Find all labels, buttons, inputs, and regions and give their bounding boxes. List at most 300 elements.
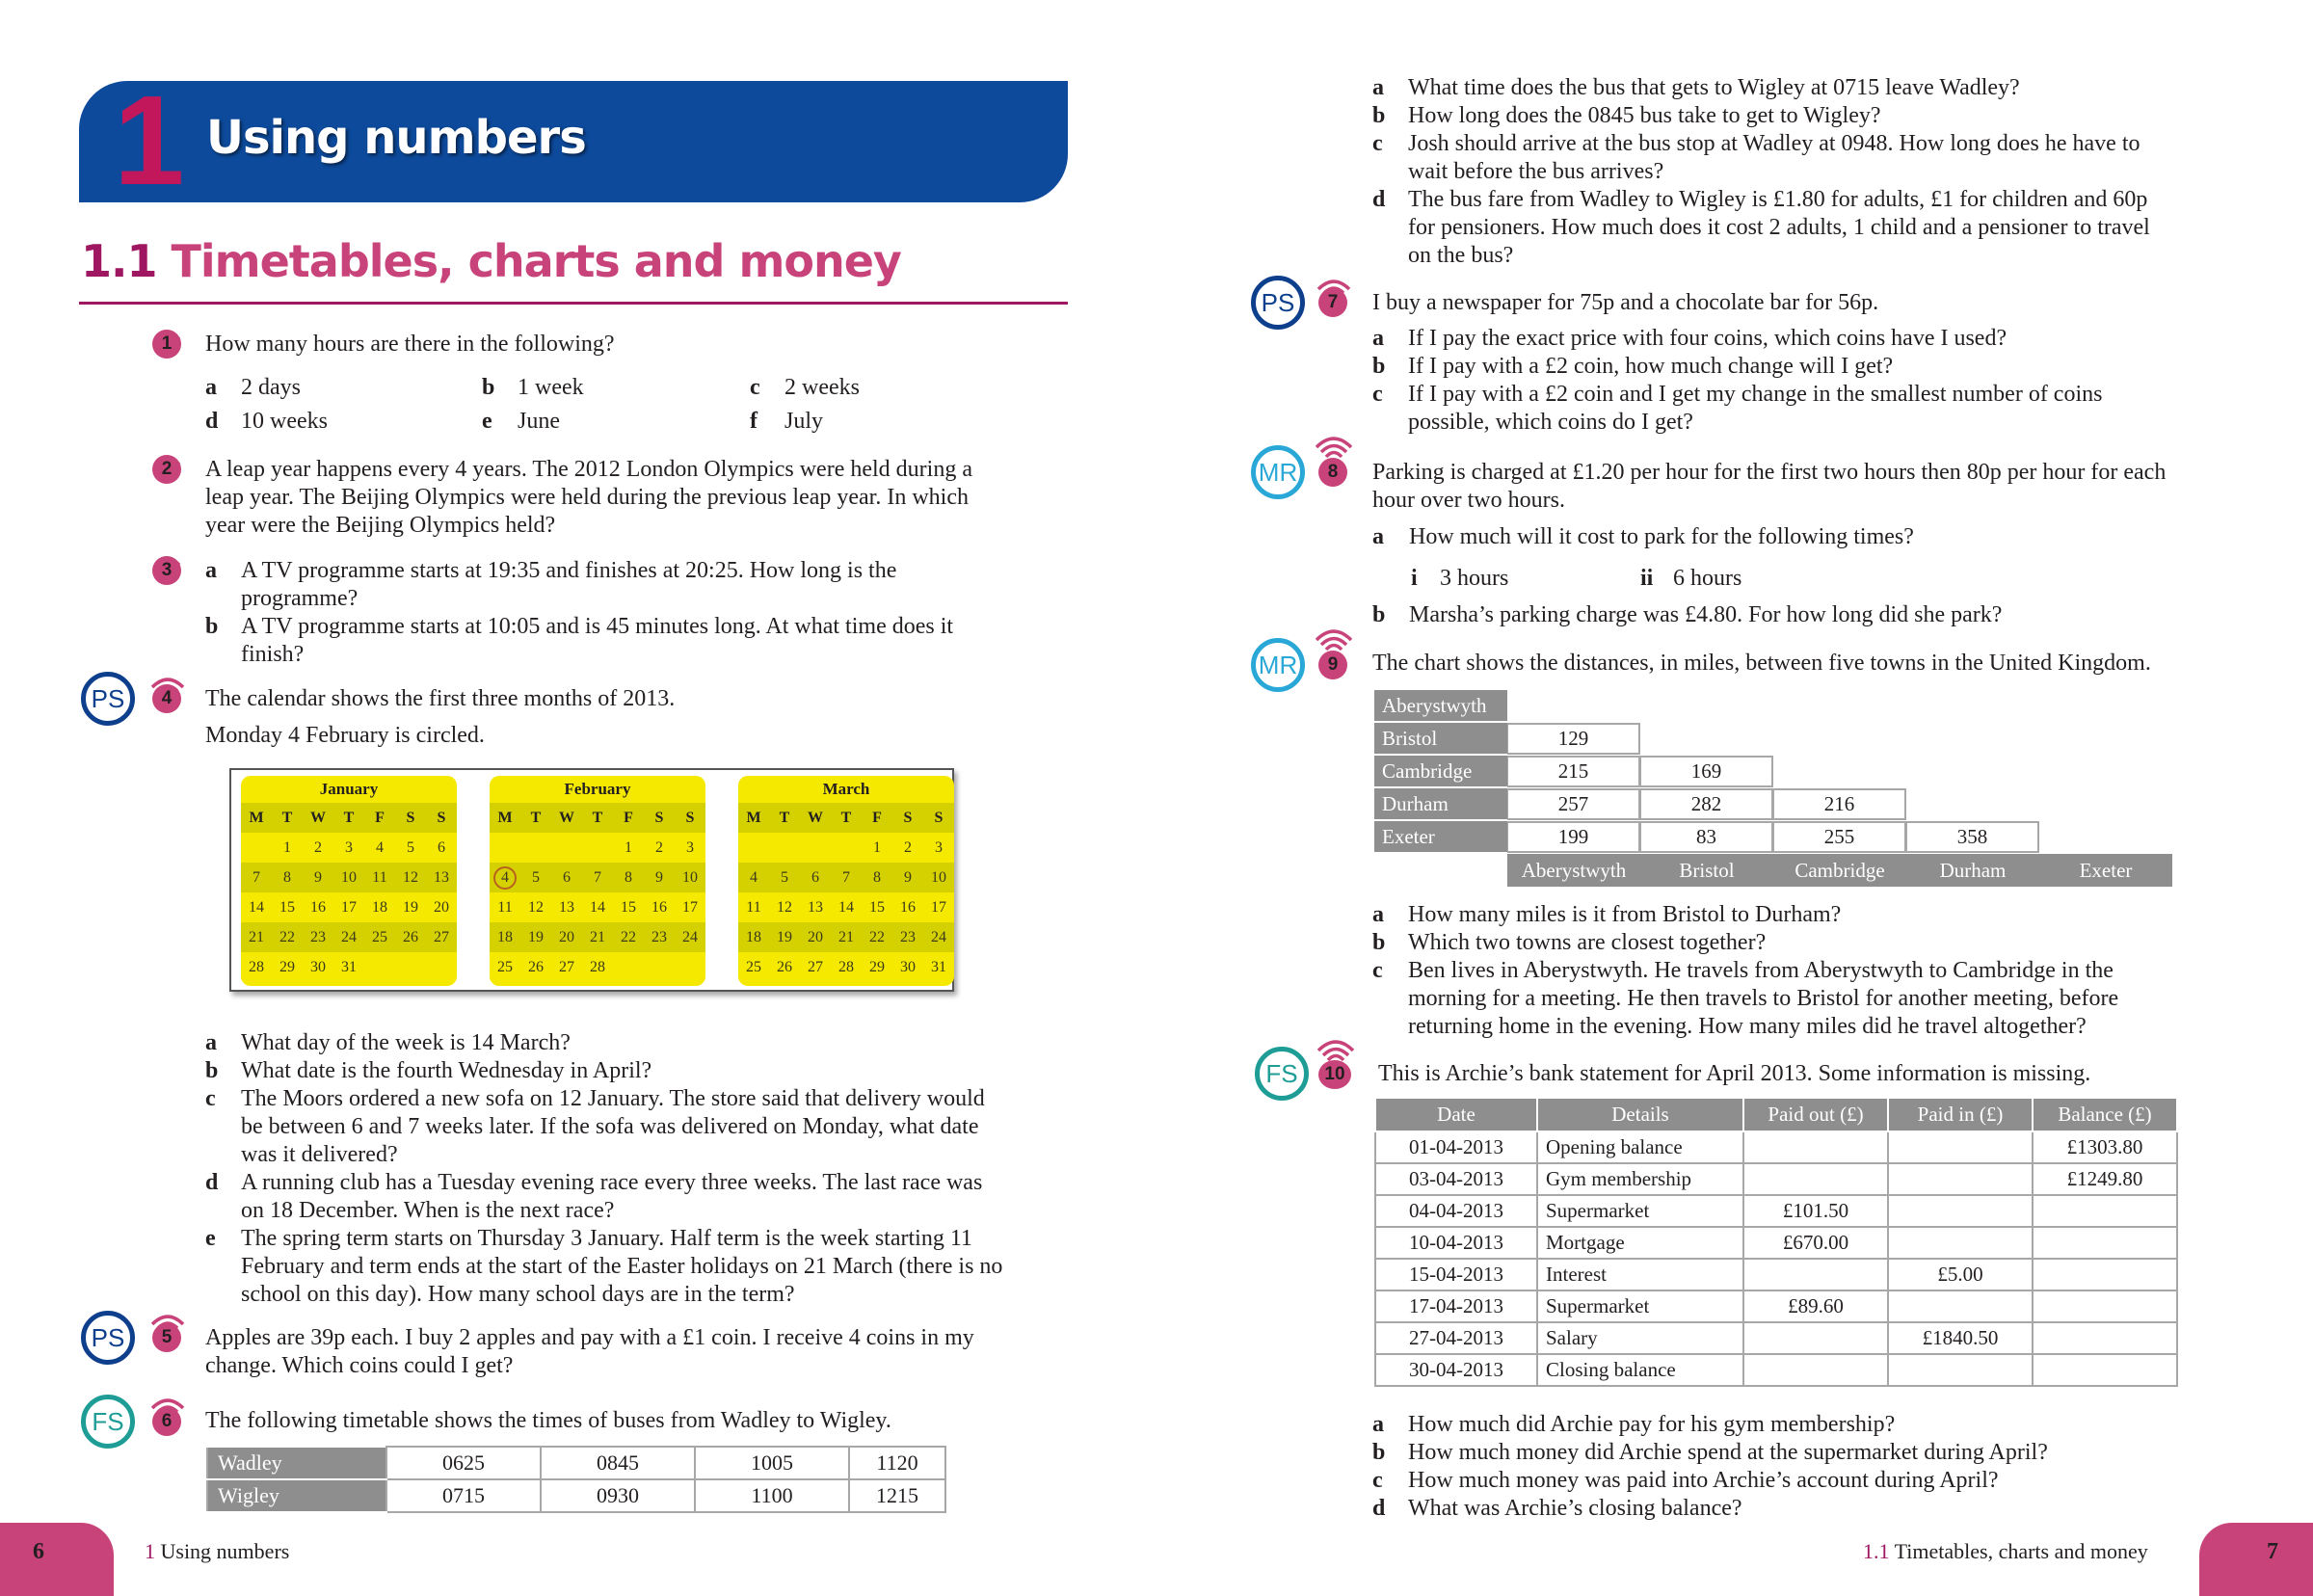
right-page [1156, 0, 2313, 1596]
part-line: was it delivered? [241, 1142, 398, 1167]
distance-cell: 169 [1640, 756, 1773, 787]
bus-timetable [206, 1446, 946, 1513]
day-cell: 1 [625, 838, 632, 856]
question-line: change. Which coins could I get? [205, 1353, 514, 1378]
subpart-label: i [1411, 566, 1418, 591]
distance-cell: 282 [1640, 788, 1773, 820]
day-cell: 25 [746, 958, 761, 975]
time-cell: 1120 [849, 1447, 945, 1479]
section-title [81, 235, 901, 287]
week-row [241, 892, 457, 922]
part-text: 1 week [518, 375, 584, 400]
weekday-label: T [779, 809, 790, 826]
skill-badge-ps: PS [81, 672, 135, 726]
part-label: e [205, 1226, 216, 1251]
day-cell: 30 [310, 958, 326, 975]
difficulty-arcs-icon [1315, 434, 1353, 459]
question-number-badge: 9 [1318, 651, 1347, 679]
table-cell [1743, 1163, 1888, 1195]
day-cell: 16 [651, 898, 667, 916]
day-cell: 17 [341, 898, 357, 916]
distance-cell: 83 [1640, 821, 1773, 853]
weekday-label: T [530, 809, 542, 826]
running-head [145, 1539, 289, 1564]
day-cell: 2 [904, 838, 912, 856]
page-tab [0, 1523, 114, 1596]
part-label: b [1372, 354, 1386, 379]
question-text: How many hours are there in the following? [205, 332, 615, 357]
part-line: How much did Archie pay for his gym membership? [1408, 1412, 1896, 1437]
day-cell: 14 [838, 898, 854, 916]
day-cell: 26 [528, 958, 544, 975]
time-cell: 1005 [695, 1447, 849, 1479]
part-label: c [205, 1086, 216, 1111]
table-cell: 04-04-2013 [1375, 1195, 1537, 1227]
weekday-label: S [685, 809, 695, 826]
time-cell: 0845 [541, 1447, 695, 1479]
week-row [490, 863, 705, 892]
part-line: Ben lives in Aberystwyth. He travels from Aberystwyth to Cambridge in the [1408, 958, 2114, 983]
table-cell: Salary [1537, 1322, 1743, 1354]
part-label: b [1372, 1440, 1386, 1465]
distance-cell: 358 [1906, 821, 2039, 853]
column-header-town: Cambridge [1773, 854, 1906, 887]
table-cell [2033, 1290, 2177, 1322]
part-line: school on this day). How many school days are in the term? [241, 1282, 795, 1307]
running-head-text: Using numbers [160, 1539, 290, 1563]
table-cell: Supermarket [1537, 1290, 1743, 1322]
table-row [207, 1479, 945, 1512]
weekday-label: F [872, 809, 882, 826]
weekday-label: S [437, 809, 446, 826]
part-line: for pensioners. How much does it cost 2 adults, 1 child and a pensioner to travel [1408, 215, 2150, 240]
table-cell: £1249.80 [2033, 1163, 2177, 1195]
part-line: What day of the week is 14 March? [241, 1030, 571, 1055]
day-cell: 23 [900, 928, 916, 945]
day-cell: 8 [873, 868, 881, 886]
day-cell: 22 [869, 928, 885, 945]
table-cell [1743, 1354, 1888, 1386]
skill-badge-fs: FS [81, 1395, 135, 1449]
part-text: June [518, 409, 560, 434]
week-row [738, 863, 954, 892]
weekday-label: F [624, 809, 633, 826]
question-line: leap year. The Beijing Olympics were held during the previous leap year. In which [205, 485, 969, 510]
day-cell: 28 [590, 958, 605, 975]
part-label: b [482, 375, 495, 400]
part-line: programme? [241, 586, 359, 611]
table-cell: Opening balance [1537, 1131, 1743, 1163]
question-line: Parking is charged at £1.20 per hour for the first two hours then 80p per hour for each [1372, 460, 2167, 485]
table-cell [2033, 1227, 2177, 1259]
part-label: d [1372, 187, 1386, 212]
day-cell: 7 [594, 868, 601, 886]
day-cell: 2 [314, 838, 322, 856]
skill-badge-mr: MR [1251, 638, 1305, 692]
row-header-town: Bristol [1374, 723, 1507, 754]
table-cell: Supermarket [1537, 1195, 1743, 1227]
part-label: b [205, 614, 219, 639]
question-number-badge: 1 [152, 330, 181, 359]
day-cell: 10 [682, 868, 698, 886]
table-cell: 03-04-2013 [1375, 1163, 1537, 1195]
page-tab [2199, 1523, 2313, 1596]
day-cell: 5 [532, 868, 540, 886]
day-cell: 23 [651, 928, 667, 945]
chapter-number: 1 [114, 69, 181, 211]
column-header: Date [1375, 1099, 1537, 1131]
table-cell [1743, 1259, 1888, 1290]
table-cell [1888, 1227, 2033, 1259]
part-text: July [784, 409, 824, 434]
week-row [241, 952, 457, 982]
weekday-label: W [559, 809, 574, 826]
day-cell: 1 [873, 838, 881, 856]
weekday-row [241, 803, 457, 833]
day-cell: 20 [808, 928, 823, 945]
circled-day: 4 [493, 866, 517, 890]
day-cell: 25 [497, 958, 513, 975]
day-cell: 19 [777, 928, 792, 945]
part-line: on 18 December. When is the next race? [241, 1198, 615, 1223]
day-cell: 18 [497, 928, 513, 945]
question-number-badge: 7 [1318, 288, 1347, 317]
page-number: 7 [2267, 1539, 2278, 1564]
day-cell: 5 [407, 838, 414, 856]
day-cell: 1 [283, 838, 291, 856]
part-label: c [1372, 1468, 1383, 1493]
day-cell: 7 [842, 868, 850, 886]
table-row [1375, 1290, 2177, 1322]
table-cell [1888, 1163, 2033, 1195]
day-cell: 21 [249, 928, 264, 945]
day-cell: 10 [341, 868, 357, 886]
part-label: a [1372, 1412, 1384, 1437]
week-row [241, 922, 457, 952]
table-cell: 10-04-2013 [1375, 1227, 1537, 1259]
day-cell: 20 [434, 898, 449, 916]
day-cell: 29 [869, 958, 885, 975]
table-cell [1888, 1290, 2033, 1322]
day-cell: 23 [310, 928, 326, 945]
day-cell: 10 [931, 868, 946, 886]
part-line: possible, which coins do I get? [1408, 410, 1693, 435]
part-label: c [1372, 958, 1383, 983]
weekday-label: S [934, 809, 944, 826]
weekday-label: M [746, 809, 761, 826]
table-cell [2033, 1259, 2177, 1290]
part-line: How many miles is it from Bristol to Durham? [1408, 902, 1842, 927]
time-cell: 0625 [386, 1447, 541, 1479]
day-cell: 21 [590, 928, 605, 945]
day-cell: 24 [341, 928, 357, 945]
table-cell: Mortgage [1537, 1227, 1743, 1259]
day-cell: 27 [559, 958, 574, 975]
weekday-row [738, 803, 954, 833]
day-cell: 16 [310, 898, 326, 916]
day-cell: 12 [777, 898, 792, 916]
day-cell: 9 [655, 868, 663, 886]
week-row [490, 952, 705, 982]
question-line: hour over two hours. [1372, 488, 1565, 513]
distance-chart [1374, 690, 2184, 889]
month-name: February [564, 780, 631, 798]
table-cell: £5.00 [1888, 1259, 2033, 1290]
week-row [738, 833, 954, 863]
day-cell: 6 [438, 838, 445, 856]
question-subtext: Monday 4 February is circled. [205, 723, 485, 748]
part-line: February and term ends at the start of the Easter holidays on 21 March (there is no [241, 1254, 1003, 1279]
question-number-badge: 4 [152, 684, 181, 713]
table-cell: Interest [1537, 1259, 1743, 1290]
day-cell: 11 [372, 868, 387, 886]
part-label: b [1372, 930, 1386, 955]
column-header-town: Bristol [1640, 854, 1773, 887]
table-cell: £101.50 [1743, 1195, 1888, 1227]
day-cell: 4 [750, 868, 758, 886]
difficulty-arcs-icon [1316, 1037, 1355, 1062]
chapter-title: Using numbers [206, 111, 586, 165]
row-header: Wigley [207, 1479, 386, 1512]
running-head-number: 1.1 [1863, 1539, 1890, 1563]
part-line: A running club has a Tuesday evening race every three weeks. The last race was [241, 1170, 983, 1195]
time-cell: 0715 [386, 1479, 541, 1512]
distance-cell: 215 [1507, 756, 1640, 787]
table-row [1375, 1195, 2177, 1227]
day-cell: 11 [746, 898, 761, 916]
day-cell: 28 [249, 958, 264, 975]
day-cell: 24 [931, 928, 946, 945]
question-line: year were the Beijing Olympics held? [205, 513, 556, 538]
day-cell: 2 [655, 838, 663, 856]
time-cell: 1100 [695, 1479, 849, 1512]
week-row [738, 952, 954, 982]
part-label: d [1372, 1496, 1386, 1521]
day-cell: 28 [838, 958, 854, 975]
table-cell: Closing balance [1537, 1354, 1743, 1386]
table-cell [2033, 1195, 2177, 1227]
distance-cell: 255 [1773, 821, 1906, 853]
time-cell: 0930 [541, 1479, 695, 1512]
day-cell: 4 [376, 838, 384, 856]
distance-cell: 216 [1773, 788, 1906, 820]
day-cell: 14 [590, 898, 605, 916]
day-cell: 26 [403, 928, 418, 945]
skill-badge-mr: MR [1251, 445, 1305, 499]
question-number-badge: 10 [1318, 1060, 1351, 1089]
table-cell: £670.00 [1743, 1227, 1888, 1259]
part-line: finish? [241, 642, 305, 667]
week-row [738, 922, 954, 952]
question-text: The calendar shows the first three months of 2013. [205, 686, 676, 711]
day-cell: 30 [900, 958, 916, 975]
row-header-town: Cambridge [1374, 756, 1507, 786]
part-label: a [1372, 902, 1384, 927]
question-text: This is Archie’s bank statement for April 2013. Some information is missing. [1378, 1061, 2091, 1086]
day-cell: 8 [283, 868, 291, 886]
part-label: a [1372, 524, 1384, 549]
weekday-label: F [375, 809, 385, 826]
part-label: a [205, 558, 217, 583]
weekday-label: T [592, 809, 603, 826]
difficulty-arcs-icon [1315, 626, 1353, 652]
day-cell: 12 [528, 898, 544, 916]
time-cell: 1215 [849, 1479, 945, 1512]
day-cell: 17 [682, 898, 698, 916]
table-row [1375, 1131, 2177, 1163]
part-text: 2 days [241, 375, 301, 400]
page-number: 6 [33, 1539, 44, 1564]
month-name: March [822, 780, 870, 798]
column-header: Paid out (£) [1743, 1099, 1888, 1131]
part-label: d [205, 409, 219, 434]
part-line: wait before the bus arrives? [1408, 159, 1664, 184]
row-header-town: Aberystwyth [1374, 690, 1507, 721]
table-row [1375, 1322, 2177, 1354]
day-cell: 31 [931, 958, 946, 975]
part-line: A TV programme starts at 19:35 and finishes at 20:25. How long is the [241, 558, 897, 583]
table-cell [1743, 1322, 1888, 1354]
question-line: Apples are 39p each. I buy 2 apples and pay with a £1 coin. I receive 4 coins in my [205, 1325, 974, 1350]
table-cell: 30-04-2013 [1375, 1354, 1537, 1386]
part-text: Marsha’s parking charge was £4.80. For how long did she park? [1409, 602, 2003, 627]
part-text: 2 weeks [784, 375, 860, 400]
section-title-text: Timetables, charts and money [171, 235, 901, 287]
day-cell: 22 [279, 928, 295, 945]
day-cell: 9 [904, 868, 912, 886]
day-cell: 17 [931, 898, 946, 916]
table-cell: 15-04-2013 [1375, 1259, 1537, 1290]
day-cell: 13 [434, 868, 449, 886]
question-number-badge: 6 [152, 1407, 181, 1436]
day-cell: 3 [686, 838, 694, 856]
part-line: The bus fare from Wadley to Wigley is £1.80 for adults, £1 for children and 60p [1408, 187, 2148, 212]
part-label: c [1372, 382, 1383, 407]
day-cell: 20 [559, 928, 574, 945]
subpart-label: ii [1640, 566, 1654, 591]
part-line: be between 6 and 7 weeks later. If the sofa was delivered on Monday, what date [241, 1114, 979, 1139]
distance-cell: 257 [1507, 788, 1640, 820]
question-number-badge: 5 [152, 1323, 181, 1352]
weekday-label: T [281, 809, 293, 826]
day-cell: 12 [403, 868, 418, 886]
weekday-label: T [343, 809, 355, 826]
table-header-row [1375, 1099, 2177, 1131]
day-cell: 5 [781, 868, 788, 886]
week-row [738, 892, 954, 922]
row-header-town: Exeter [1374, 821, 1507, 852]
part-line: The spring term starts on Thursday 3 January. Half term is the week starting 11 [241, 1226, 972, 1251]
skill-badge-ps: PS [81, 1311, 135, 1365]
day-cell: 19 [403, 898, 418, 916]
part-label: b [1372, 602, 1386, 627]
week-row [490, 922, 705, 952]
table-cell: £1303.80 [2033, 1131, 2177, 1163]
weekday-label: W [808, 809, 823, 826]
day-cell: 6 [563, 868, 571, 886]
part-label: b [205, 1058, 219, 1083]
part-line: How long does the 0845 bus take to get to Wigley? [1408, 103, 1881, 128]
part-line: If I pay the exact price with four coins, which coins have I used? [1408, 326, 2007, 351]
day-cell: 9 [314, 868, 322, 886]
table-cell: 27-04-2013 [1375, 1322, 1537, 1354]
table-cell [1888, 1131, 2033, 1163]
part-line: What date is the fourth Wednesday in April? [241, 1058, 652, 1083]
weekday-label: S [654, 809, 664, 826]
day-cell: 21 [838, 928, 854, 945]
question-number-badge: 2 [152, 455, 181, 484]
part-label: a [205, 1030, 217, 1055]
day-cell: 14 [249, 898, 264, 916]
section-divider [79, 302, 1068, 305]
part-text: 10 weeks [241, 409, 328, 434]
table-cell [1888, 1354, 2033, 1386]
column-header-town: Durham [1906, 854, 2039, 887]
distance-cell: 199 [1507, 821, 1640, 853]
week-row [490, 833, 705, 863]
week-row [490, 892, 705, 922]
part-line: on the bus? [1408, 243, 1514, 268]
weekday-label: M [497, 809, 513, 826]
day-cell: 13 [559, 898, 574, 916]
day-cell: 22 [621, 928, 636, 945]
day-cell: 6 [811, 868, 819, 886]
part-label: c [750, 375, 760, 400]
part-text: How much will it cost to park for the following times? [1409, 524, 1914, 549]
day-cell: 27 [434, 928, 449, 945]
row-header-town: Durham [1374, 788, 1507, 819]
day-cell: 26 [777, 958, 792, 975]
weekday-label: W [310, 809, 326, 826]
day-cell: 18 [372, 898, 387, 916]
part-line: If I pay with a £2 coin and I get my change in the smallest number of coins [1408, 382, 2103, 407]
column-header: Paid in (£) [1888, 1099, 2033, 1131]
part-line: What time does the bus that gets to Wigley at 0715 leave Wadley? [1408, 75, 2020, 100]
part-label: c [1372, 131, 1383, 156]
part-line: Josh should arrive at the bus stop at Wadley at 0948. How long does he have to [1408, 131, 2140, 156]
part-line: How much money did Archie spend at the supermarket during April? [1408, 1440, 2048, 1465]
table-cell: Gym membership [1537, 1163, 1743, 1195]
part-line: If I pay with a £2 coin, how much change will I get? [1408, 354, 1894, 379]
day-cell: 19 [528, 928, 544, 945]
running-head-number: 1 [145, 1539, 155, 1563]
day-cell [490, 866, 520, 890]
day-cell: 25 [372, 928, 387, 945]
table-cell [1888, 1195, 2033, 1227]
weekday-label: M [249, 809, 264, 826]
table-row [1375, 1259, 2177, 1290]
day-cell: 11 [497, 898, 513, 916]
question-text: The chart shows the distances, in miles, between five towns in the United Kingdom. [1372, 651, 2151, 676]
table-cell [2033, 1322, 2177, 1354]
weekday-row [490, 803, 705, 833]
part-line: morning for a meeting. He then travels to Bristol for another meeting, before [1408, 986, 2119, 1011]
calendar-month [490, 776, 705, 986]
table-row [1375, 1227, 2177, 1259]
part-line: How much money was paid into Archie’s account during April? [1408, 1468, 1999, 1493]
left-page [0, 0, 1156, 1596]
day-cell: 15 [279, 898, 295, 916]
table-cell: 17-04-2013 [1375, 1290, 1537, 1322]
table-cell: £1840.50 [1888, 1322, 2033, 1354]
day-cell: 31 [341, 958, 357, 975]
column-header: Balance (£) [2033, 1099, 2177, 1131]
weekday-label: T [840, 809, 852, 826]
question-line: A leap year happens every 4 years. The 2012 London Olympics were held during a [205, 457, 972, 482]
distance-cell: 129 [1507, 723, 1640, 755]
part-line: What was Archie’s closing balance? [1408, 1496, 1742, 1521]
section-number: 1.1 [81, 235, 157, 287]
